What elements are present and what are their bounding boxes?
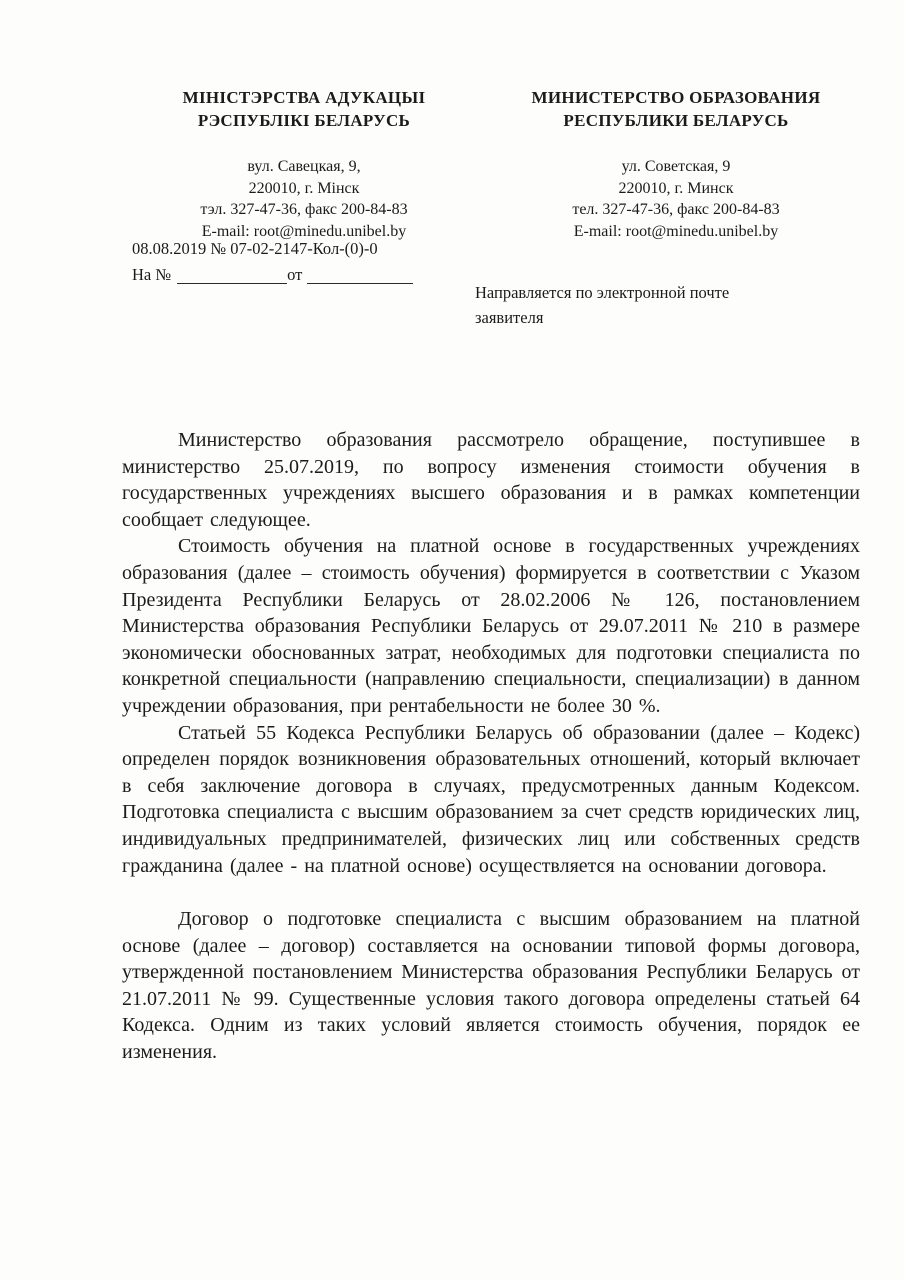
letterhead — [118, 86, 862, 242]
org-address-city: 220010, г. Минск — [618, 179, 734, 197]
org-address-city: 220010, г. Мінск — [248, 179, 360, 197]
reply-number-blank — [177, 269, 287, 284]
letterhead-right-column — [490, 86, 862, 242]
delivery-note: Направляется по электронной почте заявителя — [475, 283, 730, 327]
reply-infix: от — [287, 265, 303, 284]
body-paragraph-1: Министерство образования рассмотрело обращение, поступившее в министерство 25.07.2019, по вопросу изменения стоимости обучения в государственных учреждениях высшего образования и в рамках компетенции сообщает следующее. — [122, 429, 860, 531]
reply-date-blank — [307, 269, 413, 284]
letterhead-left-column — [118, 86, 490, 242]
letter-body — [122, 427, 860, 1066]
org-address-russian — [490, 156, 862, 242]
body-paragraph-3: Статьей 55 Кодекса Республики Беларусь об образовании (далее – Кодекс) определен порядок возникновения образовательных отношений, который включает в себя заключение договора в случаях, предусмотренных данным Кодексом. Подготовка специалиста с высшим образованием за счет средств юридических лиц, индивидуальных предпринимателей, физических лиц или собственных средств гражданина (далее - на платной основе) осуществляется на основании договора. — [122, 721, 860, 877]
org-name-belarusian-line1: МІНІСТЭРСТВА АДУКАЦЫІ — [182, 88, 426, 107]
org-address-email: E-mail: root@minedu.unibel.by — [573, 222, 779, 240]
org-name-belarusian-line2: РЭСПУБЛІКІ БЕЛАРУСЬ — [197, 111, 411, 130]
body-paragraph-4: Договор о подготовке специалиста с высшим образованием на платной основе (далее – договор) составляется на основании типовой формы договора, утвержденной постановлением Министерства образования Республики Беларусь от 21.07.2011 № 99. Существенные условия такого договора определены статьей 64 Кодекса. Одним из таких условий является стоимость обучения, порядок ее изменения. — [122, 908, 860, 1064]
org-name-russian — [490, 86, 862, 132]
reply-reference-line — [132, 262, 413, 288]
org-address-belarusian — [118, 156, 490, 242]
org-address-phone: тэл. 327-47-36, факс 200-84-83 — [200, 201, 408, 218]
org-address-phone: тел. 327-47-36, факс 200-84-83 — [572, 201, 780, 218]
org-address-street: ул. Советская, 9 — [621, 158, 731, 175]
org-address-email: E-mail: root@minedu.unibel.by — [201, 222, 407, 240]
org-address-street: вул. Савецкая, 9, — [247, 158, 361, 175]
reply-prefix: На № — [132, 265, 172, 284]
org-name-russian-line1: МИНИСТЕРСТВО ОБРАЗОВАНИЯ — [531, 88, 821, 107]
body-paragraph-2: Стоимость обучения на платной основе в государственных учреждениях образования (далее – стоимость обучения) формируется в соответствии с Указом Президента Республики Беларусь от 28.02.2006 № 126, постановлением Министерства образования Республики Беларусь от 29.07.2011 № 210 в размере экономически обоснованных затрат, необходимых для подготовки специалиста по конкретной специальности (направлению специальности, специализации) в данном учреждении образования, при рентабельности не более 30 %. — [122, 535, 860, 717]
reference-block — [132, 236, 413, 288]
outgoing-date-number: 08.08.2019 № 07-02-2147-Кол-(0)-0 — [132, 239, 378, 258]
org-name-belarusian — [118, 86, 490, 132]
org-name-russian-line2: РЕСПУБЛИКИ БЕЛАРУСЬ — [563, 111, 789, 130]
